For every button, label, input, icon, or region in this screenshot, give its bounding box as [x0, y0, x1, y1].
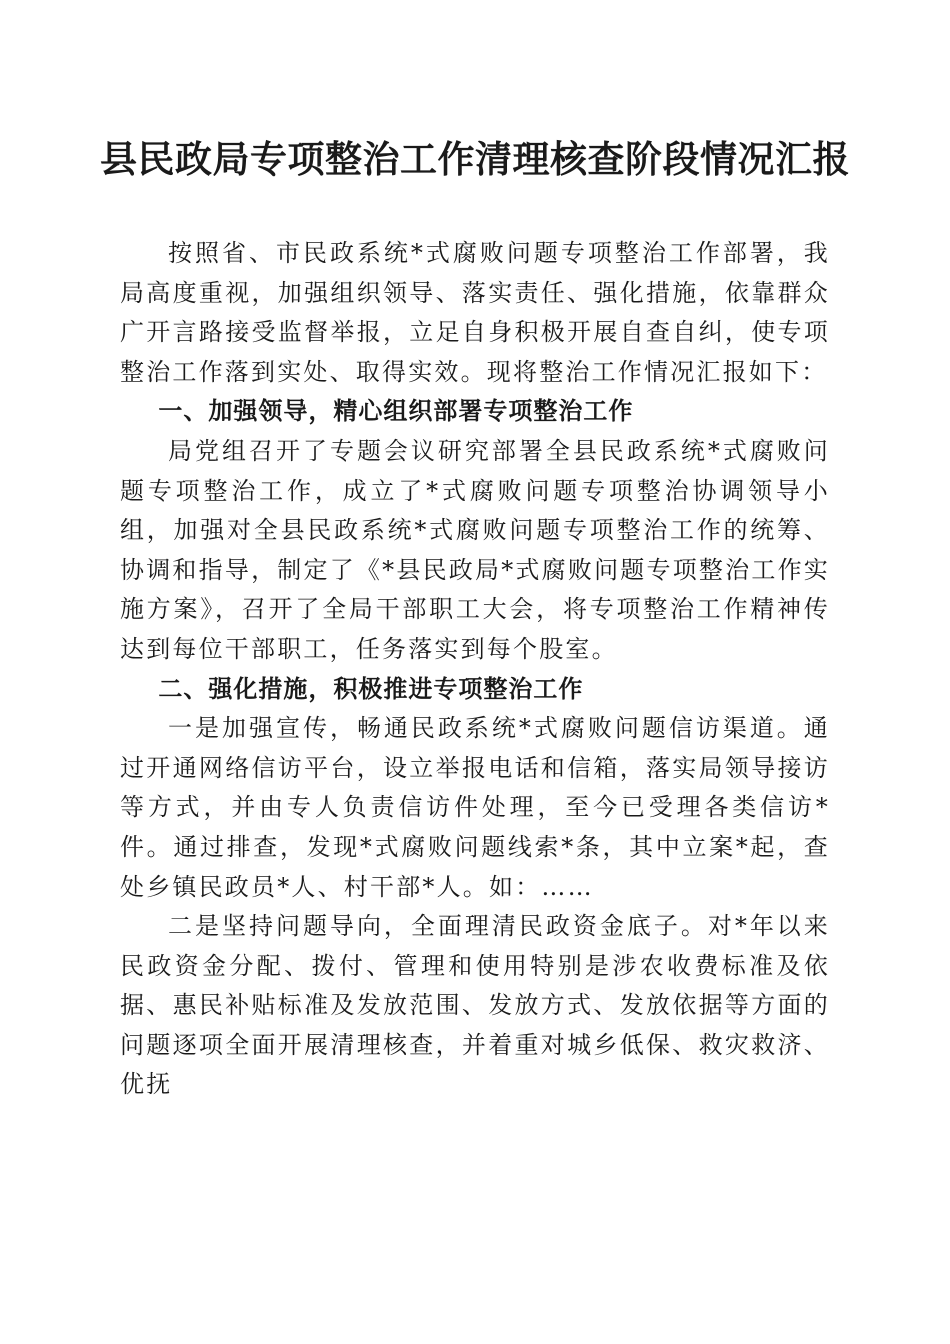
intro-paragraph: 按照省、市民政系统*式腐败问题专项整治工作部署，我局高度重视，加强组织领导、落实责任、强化措施，依靠群众广开言路接受监督举报，立足自身积极开展自查自纠，使专项整治工作落到实处、取得实效。现将整治工作情况汇报如下： [120, 239, 830, 386]
section-2-paragraph-1: 一是加强宣传，畅通民政系统*式腐败问题信访渠道。通过开通网络信访平台，设立举报电话和信箱，落实局领导接访等方式，并由专人负责信访件处理，至今已受理各类信访*件。通过排查，发现*式腐败问题线索*条，其中立案*起，查处乡镇民政员*人、村干部*人。如：…… [120, 714, 830, 901]
section-1-paragraph: 局党组召开了专题会议研究部署全县民政系统*式腐败问题专项整治工作，成立了*式腐败问题专项整治协调领导小组，加强对全县民政系统*式腐败问题专项整治工作的统筹、协调和指导，制定了《*县民政局*式腐败问题专项整治工作实施方案》，召开了全局干部职工大会，将专项整治工作精神传达到每位干部职工，任务落实到每个股室。 [120, 436, 830, 663]
section-2-heading: 二、强化措施，积极推进专项整治工作 [158, 674, 584, 703]
section-1-heading: 一、加强领导，精心组织部署专项整治工作 [158, 397, 634, 426]
document-title: 县民政局专项整治工作清理核查阶段情况汇报 [100, 137, 850, 181]
section-2-paragraph-2: 二是坚持问题导向，全面理清民政资金底子。对*年以来民政资金分配、拨付、管理和使用特别是涉农收费标准及依据、惠民补贴标准及发放范围、发放方式、发放依据等方面的问题逐项全面开展清理核查，并着重对城乡低保、救灾救济、优抚 [120, 912, 830, 1099]
document-body [120, 234, 830, 1105]
